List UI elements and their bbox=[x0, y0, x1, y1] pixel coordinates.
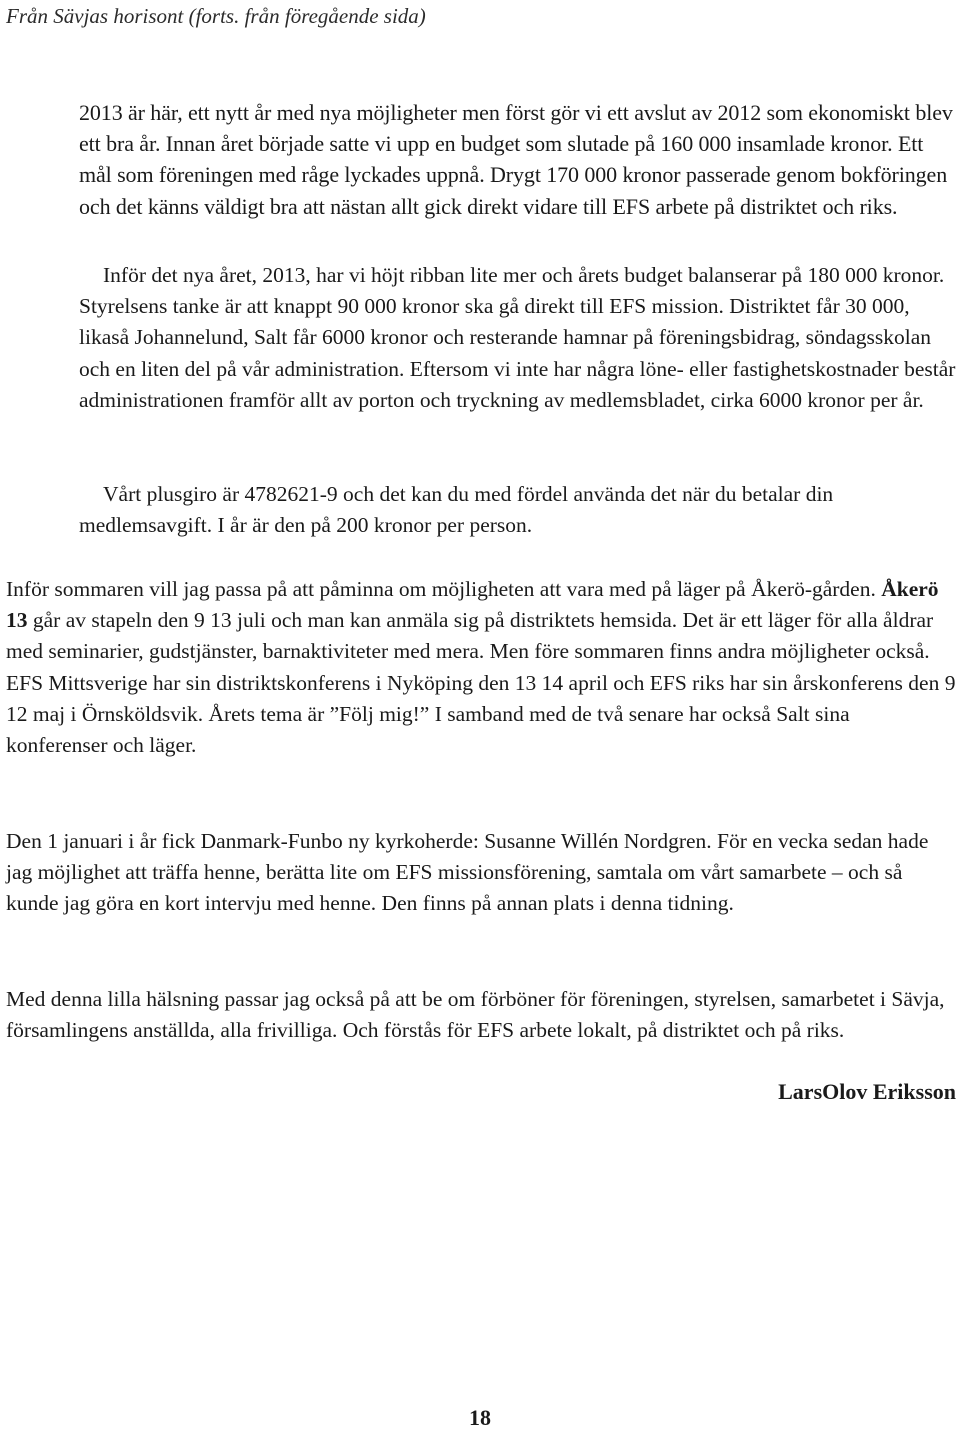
paragraph-summer-camp bbox=[6, 574, 956, 761]
paragraph-budget-2012: 2013 är här, ett nytt år med nya möjligheter men först gör vi ett avslut av 2012 som ekonomiskt blev ett bra år. Innan året började satte vi upp en budget som slutade på 160 000 insamlade kronor. Ett mål som föreningen med råge lyckades uppnå. Drygt 170 000 kronor passerade genom bokföringen och det känns väldigt bra att nästan allt gick direkt vidare till EFS arbete på distriktet och riks. bbox=[79, 100, 953, 219]
camp-name: Åkerö 13 bbox=[6, 577, 939, 633]
continuation-header: Från Sävjas horisont (forts. från föregående sida) bbox=[6, 4, 426, 28]
paragraph-prayers: Med denna lilla hälsning passar jag också på att be om förböner för föreningen, styrelsen, samarbetet i Sävja, församlingens anställda, alla frivilliga. Och förstås för EFS arbete lokalt, på distriktet och på riks. bbox=[6, 987, 945, 1043]
paragraph-text: går av stapeln den 9 13 juli och man kan anmäla sig på distriktets hemsida. Det är ett läger för alla åldrar med seminarier, gudstjänster, barnaktiviteter med mera. Men före sommaren finns andra möjligheter också. EFS Mittsverige har sin distriktskonferens i Nyköping den 13 14 april och EFS riks har sin årskonferens den 9 12 maj i Örnsköldsvik. Årets tema är ”Följ mig!” I samband med de två senare har också Salt sina konferenser och läger. bbox=[6, 608, 956, 758]
page-number: 18 bbox=[469, 1405, 491, 1430]
author-signature: LarsOlov Eriksson bbox=[778, 1079, 956, 1104]
paragraph-budget-2013: Inför det nya året, 2013, har vi höjt ribban lite mer och årets budget balanserar på 180 000 kronor. Styrelsens tanke är att knappt 90 000 kronor ska gå direkt till EFS mission. Distriktet får 30 000, likaså Johannelund, Salt får 6000 kronor och resterande hamnar på föreningsbidrag, söndagsskolan och en liten del på vår administration. Eftersom vi inte har några löne- eller fastighetskostnader består administrationen framför allt av porton och tryckning av medlemsbladet, cirka 6000 kronor per år. bbox=[79, 263, 956, 412]
paragraph-plusgiro: Vårt plusgiro är 4782621-9 och det kan du med fördel använda det när du betalar din medlemsavgift. I år är den på 200 kronor per person. bbox=[79, 482, 834, 538]
paragraph-text: Inför sommaren vill jag passa på att påminna om möjligheten att vara med på läger på Åkerö-gården. bbox=[6, 577, 882, 601]
paragraph-new-vicar: Den 1 januari i år fick Danmark-Funbo ny kyrkoherde: Susanne Willén Nordgren. För en vecka sedan hade jag möjlighet att träffa henne, berätta lite om EFS missionsförening, samtala om vårt samarbete – och så kunde jag göra en kort intervju med henne. Den finns på annan plats i denna tidning. bbox=[6, 829, 929, 916]
